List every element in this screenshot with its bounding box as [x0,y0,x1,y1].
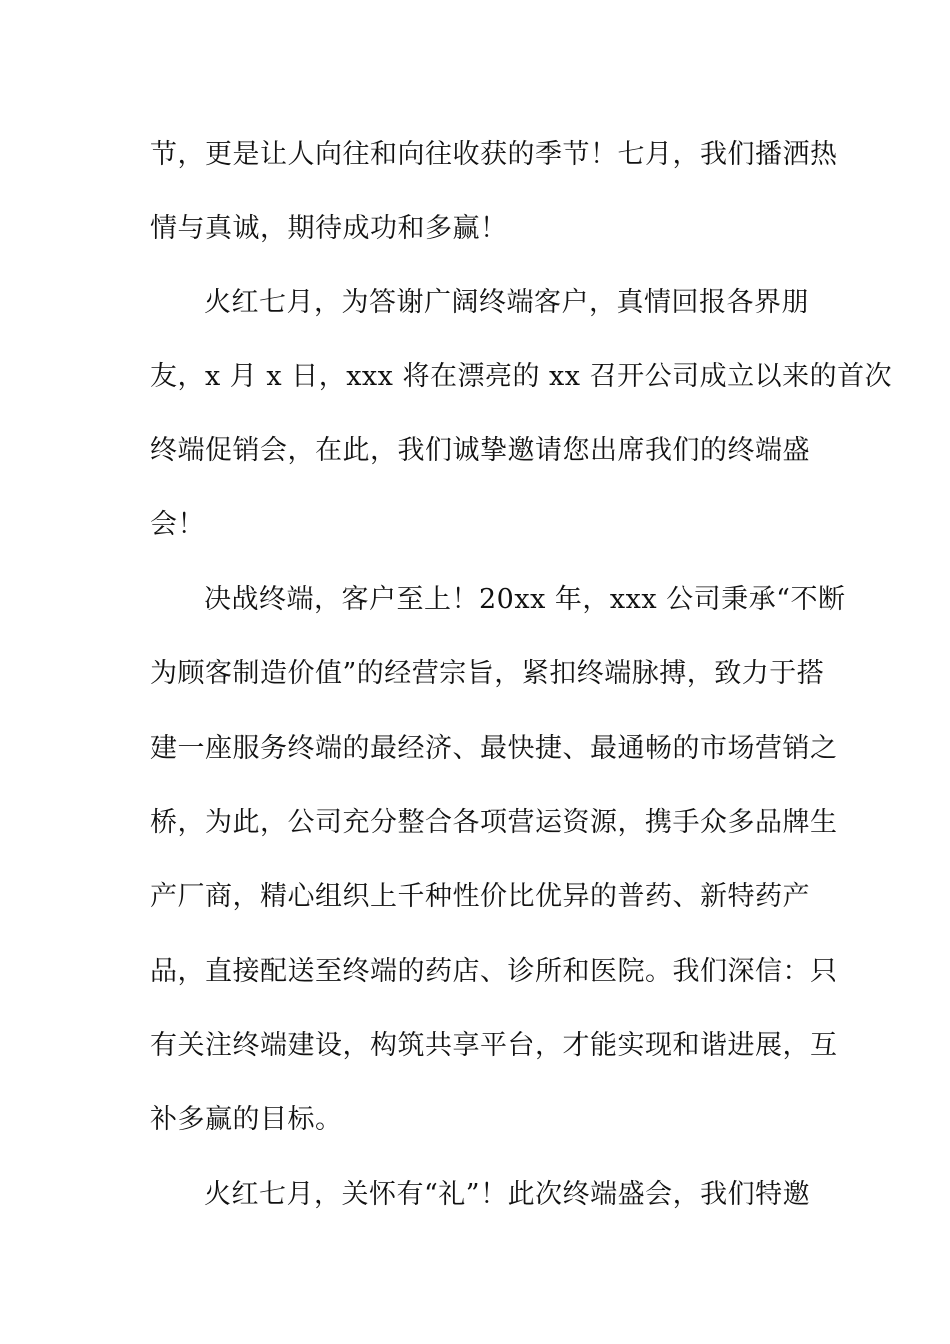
paragraph-line: 为顾客制造价值”的经营宗旨，紧扣终端脉搏，致力于搭 [150,658,825,689]
paragraph-line: 补多赢的目标。 [150,1104,343,1135]
paragraph-line: 终端促销会，在此，我们诚挚邀请您出席我们的终端盛 [150,435,810,466]
paragraph-line: 火红七月，关怀有“礼”！此次终端盛会，我们特邀 [204,1179,811,1210]
paragraph-line: 建一座服务终端的最经济、最快捷、最通畅的市场营销之 [150,733,838,764]
paragraph-line: 友，x 月 x 日，xxx 将在漂亮的 xx 召开公司成立以来的首次 [150,361,893,392]
paragraph-line: 火红七月，为答谢广阔终端客户，真情回报各界朋 [204,287,809,318]
paragraph-line: 决战终端，客户至上！20xx 年，xxx 公司秉承“不断 [204,584,846,615]
paragraph-line: 桥，为此，公司充分整合各项营运资源，携手众多品牌生 [150,807,838,838]
paragraph-line: 节，更是让人向往和向往收获的季节！七月，我们播洒热 [150,139,838,170]
paragraph-line: 会！ [150,509,205,540]
paragraph-line: 情与真诚，期待成功和多赢！ [150,213,508,244]
paragraph-line: 品，直接配送至终端的药店、诊所和医院。我们深信：只 [150,956,838,987]
paragraph-line: 有关注终端建设，构筑共享平台，才能实现和谐进展，互 [150,1030,838,1061]
paragraph-line: 产厂商，精心组织上千种性价比优异的普药、新特药产 [150,881,810,912]
